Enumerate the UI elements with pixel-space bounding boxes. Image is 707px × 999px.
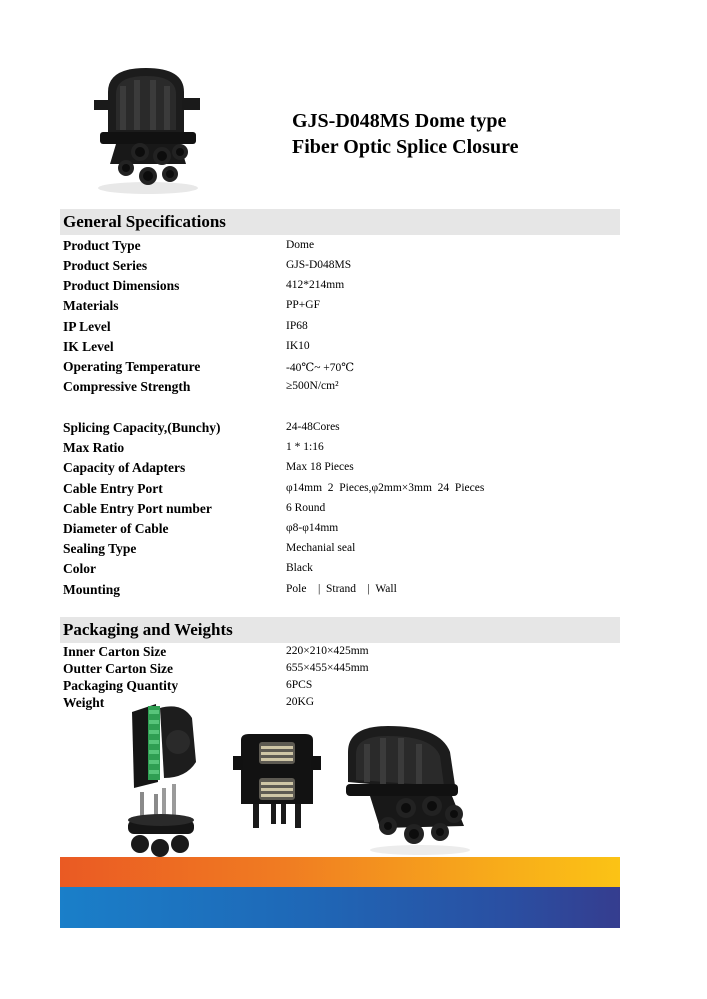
spec-value: IP68 [286,320,308,332]
spec-row [63,460,623,480]
spec-value: PP+GF [286,299,320,311]
spec-label: Sealing Type [63,541,137,556]
spec-value: Pole | Strand | Wall [286,583,397,595]
spec-label: Diameter of Cable [63,521,169,536]
spec-value: ≥500N/cm² [286,380,339,392]
spec-label: Mounting [63,582,121,597]
packaging-label: Packaging Quantity [63,678,179,693]
spec-value: -40℃~ +70℃ [286,362,355,374]
splice-tray-image [233,734,321,830]
exploded-closure-image [118,702,214,858]
spec-row [63,258,623,278]
spec-row [63,582,623,602]
spec-row [63,319,623,339]
packaging-value: 220×210×425mm [286,645,369,657]
general-specs-header [60,209,620,235]
spec-row [63,541,623,561]
spec-value: GJS-D048MS [286,259,352,271]
spec-label: Product Series [63,258,148,273]
footer-orange-band [60,857,620,887]
spec-row [63,420,623,440]
packaging-row [63,678,623,695]
dome-closure-image [86,64,216,196]
spec-row [63,481,623,501]
packaging-heading: Packaging and Weights [63,620,233,639]
packaging-value: 655×455×445mm [286,662,369,674]
spec-row [63,359,623,379]
packaging-row [63,644,623,661]
spec-value: Dome [286,239,315,251]
spec-label: Compressive Strength [63,379,191,394]
spec-row [63,298,623,318]
spec-label: Splicing Capacity,(Bunchy) [63,420,221,435]
general-specs-heading: General Specifications [63,212,226,231]
spec-row [63,440,623,460]
spec-row [63,561,623,581]
packaging-row [63,661,623,678]
spec-label: IK Level [63,339,114,354]
product-title [292,108,518,160]
spec-label: Color [63,561,96,576]
spec-label: Product Dimensions [63,278,180,293]
spec-label: Materials [63,298,119,313]
spec-label: IP Level [63,319,111,334]
spec-label: Product Type [63,238,141,253]
spec-row [63,501,623,521]
spec-row [63,278,623,298]
packaging-label: Inner Carton Size [63,644,167,659]
spec-value: 6 Round [286,502,326,514]
spec-value: Black [286,562,313,574]
spec-value: 1 * 1:16 [286,441,324,453]
closed-dome-image [340,722,480,856]
spec-value: IK10 [286,340,310,352]
product-title-line2: Fiber Optic Splice Closure [292,136,519,158]
packaging-header [60,617,620,643]
spec-label: Max Ratio [63,440,125,455]
spec-value: Max 18 Pieces [286,461,354,473]
spec-value: 24-48Cores [286,421,340,433]
packaging-label: Weight [63,695,105,710]
spec-label: Cable Entry Port number [63,501,212,516]
packaging-value: 20KG [286,696,315,708]
spec-value: φ14mm 2 Pieces,φ2mm×3mm 24 Pieces [286,482,485,494]
spec-value: Mechanial seal [286,542,356,554]
spec-value: 412*214mm [286,279,345,291]
spec-label: Capacity of Adapters [63,460,186,475]
spec-label: Operating Temperature [63,359,201,374]
product-title-line1: GJS-D048MS Dome type [292,110,507,132]
footer-blue-band [60,887,620,928]
spec-row [63,379,623,399]
spec-row [63,521,623,541]
spec-row [63,238,623,258]
spec-label: Cable Entry Port [63,481,163,496]
spec-row [63,339,623,359]
packaging-value: 6PCS [286,679,313,691]
spec-value: φ8-φ14mm [286,522,339,534]
packaging-label: Outter Carton Size [63,661,173,676]
